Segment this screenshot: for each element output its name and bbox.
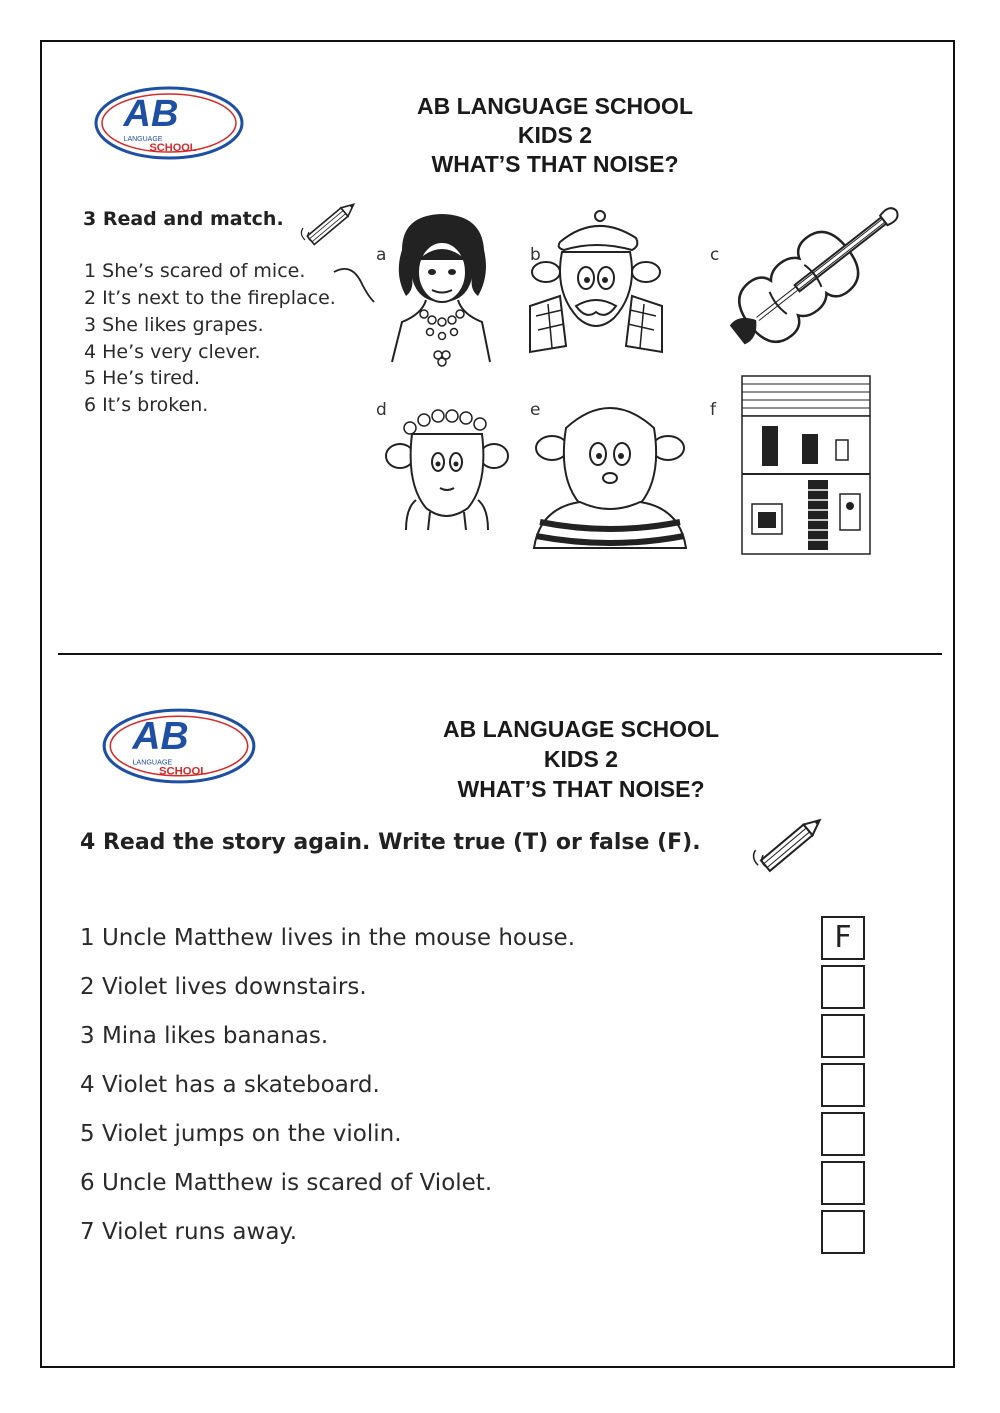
card2-school-name: AB LANGUAGE SCHOOL bbox=[443, 716, 719, 742]
pencil-icon bbox=[748, 812, 834, 878]
svg-text:SCHOOL: SCHOOL bbox=[149, 142, 197, 154]
picture-label-c: c bbox=[710, 245, 720, 265]
answer-box[interactable] bbox=[821, 1210, 865, 1254]
statement-item: 4 Violet has a skateboard. bbox=[80, 1072, 380, 1098]
picture-label-d: d bbox=[376, 400, 387, 420]
match-sentence: 6 It’s broken. bbox=[84, 394, 209, 416]
ab-language-school-logo bbox=[100, 706, 258, 786]
answer-box[interactable] bbox=[821, 1063, 865, 1107]
card2-header bbox=[405, 714, 757, 804]
match-sentence: 4 He’s very clever. bbox=[84, 341, 261, 363]
svg-text:LANGUAGE: LANGUAGE bbox=[123, 136, 163, 143]
answer-box[interactable] bbox=[821, 965, 865, 1009]
statement-item: 7 Violet runs away. bbox=[80, 1219, 298, 1245]
old-mouse-picture bbox=[530, 398, 690, 554]
violin-picture bbox=[705, 198, 905, 366]
card2-level: KIDS 2 bbox=[543, 746, 619, 772]
match-sentence: 1 She’s scared of mice. bbox=[84, 260, 306, 282]
example-match-line bbox=[330, 262, 380, 312]
card-divider bbox=[58, 653, 942, 655]
card2-instruction: 4 Read the story again. Write true (T) or false (F). bbox=[80, 830, 701, 855]
card1-instruction: 3 Read and match. bbox=[83, 208, 284, 230]
pencil-icon bbox=[297, 198, 365, 250]
mouse-with-flower-crown-picture bbox=[382, 404, 512, 534]
answer-box[interactable]: F bbox=[821, 916, 865, 960]
answer-box[interactable] bbox=[821, 1112, 865, 1156]
mouse-house-picture bbox=[740, 374, 872, 556]
picture-label-e: e bbox=[530, 400, 541, 420]
statement-item: 2 Violet lives downstairs. bbox=[80, 974, 367, 1000]
card1-level: KIDS 2 bbox=[517, 122, 593, 148]
card1-header bbox=[380, 92, 730, 179]
answer-box[interactable] bbox=[821, 1161, 865, 1205]
picture-label-a: a bbox=[376, 245, 387, 265]
ab-language-school-logo bbox=[93, 84, 245, 162]
statement-item: 6 Uncle Matthew is scared of Violet. bbox=[80, 1170, 493, 1196]
picture-label-f: f bbox=[710, 400, 716, 420]
svg-text:SCHOOL: SCHOOL bbox=[159, 765, 208, 778]
svg-text:LANGUAGE: LANGUAGE bbox=[132, 758, 173, 767]
card1-unit-title: WHAT’S THAT NOISE? bbox=[431, 151, 679, 177]
match-sentence: 5 He’s tired. bbox=[84, 367, 200, 389]
svg-text:AB: AB bbox=[123, 93, 179, 135]
mouse-with-beret-picture bbox=[526, 206, 666, 356]
card2-unit-title: WHAT’S THAT NOISE? bbox=[457, 776, 705, 802]
match-sentence: 2 It’s next to the fireplace. bbox=[84, 287, 336, 309]
statement-item: 1 Uncle Matthew lives in the mouse house. bbox=[80, 925, 576, 951]
statement-item: 5 Violet jumps on the violin. bbox=[80, 1121, 402, 1147]
answer-box[interactable] bbox=[821, 1014, 865, 1058]
picture-label-b: b bbox=[530, 245, 541, 265]
statement-item: 3 Mina likes bananas. bbox=[80, 1023, 329, 1049]
card1-school-name: AB LANGUAGE SCHOOL bbox=[417, 93, 693, 119]
svg-text:AB: AB bbox=[132, 715, 189, 759]
girl-with-necklace-picture bbox=[382, 210, 502, 370]
match-sentence: 3 She likes grapes. bbox=[84, 314, 264, 336]
